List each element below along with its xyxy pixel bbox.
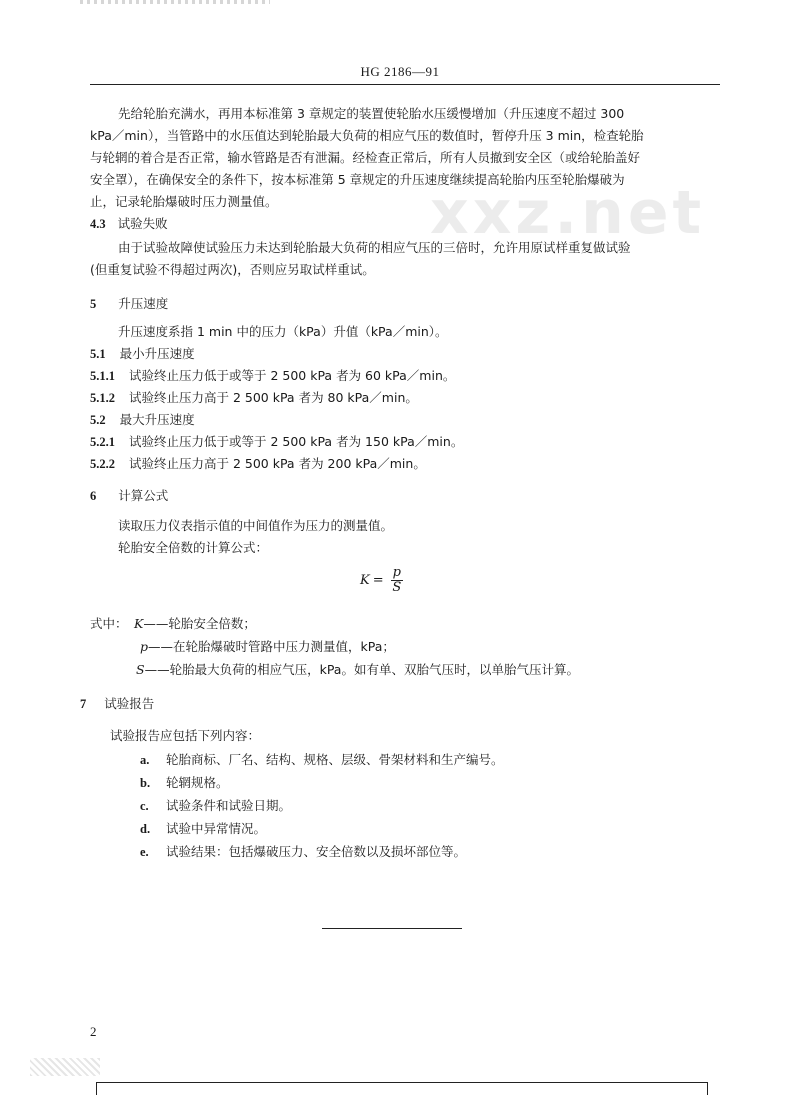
section-title: 试验失败 — [117, 216, 168, 231]
section-number: 5.1.2 — [90, 391, 115, 405]
section-5-2-heading — [90, 410, 195, 428]
report-item — [140, 750, 504, 768]
definition-text: ——轮胎安全倍数； — [143, 616, 256, 631]
where-label: 式中： — [90, 616, 128, 631]
intro-line-3: 与轮辋的着合是否正常，输水管路是否有泄漏。经检查正常后，所有人员撤到安全区（或给轮胎盖好 — [90, 150, 641, 165]
section-7-intro: 试验报告应包括下列内容： — [110, 728, 261, 743]
section-title: 试验报告 — [104, 696, 155, 711]
section-number: 5.2 — [90, 413, 106, 427]
definition-text: ——轮胎最大负荷的相应气压，kPa。如有单、双胎气压时，以单胎气压计算。 — [144, 662, 579, 677]
intro-line-4: 安全罩），在确保安全的条件下，按本标准第 5 章规定的升压速度继续提高轮胎内压至轮胎爆破为 — [90, 172, 625, 187]
definition-row — [140, 637, 395, 655]
item-text: 试验中异常情况。 — [166, 821, 267, 836]
section-title: 最大升压速度 — [119, 412, 195, 427]
page-header: HG 2186—91 — [360, 64, 440, 79]
definition-text: ——在轮胎爆破时管路中压力测量值，kPa； — [148, 639, 395, 654]
formula-equals: = — [372, 573, 384, 588]
report-item — [140, 796, 291, 814]
definition-symbol: p — [140, 639, 149, 654]
section-4-3-line-2: (但重复试验不得超过两次)，否则应另取试样重试。 — [90, 262, 375, 277]
definition-row — [134, 614, 256, 632]
report-item — [140, 819, 266, 837]
section-title: 计算公式 — [118, 488, 169, 503]
definition-symbol: K — [134, 616, 144, 631]
section-5-2-2 — [90, 454, 426, 472]
section-number: 5 — [90, 297, 97, 311]
item-label: b. — [140, 776, 151, 790]
item-label: e. — [140, 845, 149, 859]
formula-denominator: S — [392, 580, 402, 595]
section-text: 试验终止压力高于 2 500 kPa 者为 80 kPa／min。 — [128, 390, 418, 405]
header-rule — [90, 84, 720, 85]
section-number: 4.3 — [90, 217, 106, 231]
formula-fraction — [391, 566, 403, 595]
section-text: 试验终止压力高于 2 500 kPa 者为 200 kPa／min。 — [128, 456, 426, 471]
definition-row — [136, 660, 579, 678]
section-text: 试验终止压力低于或等于 2 500 kPa 者为 150 kPa／min。 — [128, 434, 464, 449]
section-5-intro: 升压速度系指 1 min 中的压力（kPa）升值（kPa／min）。 — [118, 324, 448, 339]
section-title: 最小升压速度 — [119, 346, 195, 361]
watermark: xxz.net — [430, 178, 706, 248]
section-4-3-heading — [90, 214, 168, 232]
section-5-1-heading — [90, 344, 195, 362]
section-text: 试验终止压力低于或等于 2 500 kPa 者为 60 kPa／min。 — [128, 368, 456, 383]
section-5-1-2 — [90, 388, 418, 406]
item-text: 轮胎商标、厂名、结构、规格、层级、骨架材料和生产编号。 — [166, 752, 504, 767]
section-6-line-1: 读取压力仪表指示值的中间值作为压力的测量值。 — [118, 518, 394, 533]
intro-line-5: 止，记录轮胎爆破时压力测量值。 — [90, 194, 278, 209]
section-number: 5.2.1 — [90, 435, 115, 449]
section-5-1-1 — [90, 366, 455, 384]
section-5-heading — [90, 294, 168, 312]
item-label: a. — [140, 753, 150, 767]
scan-frame-edge — [96, 1082, 708, 1095]
section-number: 5.1 — [90, 347, 106, 361]
section-6-heading — [90, 486, 168, 504]
section-number: 5.2.2 — [90, 457, 115, 471]
scan-artifact-top — [80, 0, 270, 4]
section-number: 5.1.1 — [90, 369, 115, 383]
end-of-document-rule — [322, 928, 462, 929]
section-number: 6 — [90, 489, 97, 503]
section-number: 7 — [80, 697, 87, 711]
intro-line-1: 先给轮胎充满水，再用本标准第 3 章规定的装置使轮胎水压缓慢增加（升压速度不超过 300 — [118, 106, 625, 121]
item-text: 轮辋规格。 — [166, 775, 229, 790]
section-7-heading — [80, 694, 154, 712]
section-6-line-2: 轮胎安全倍数的计算公式： — [118, 540, 269, 555]
page-number: 2 — [90, 1024, 97, 1039]
section-title: 升压速度 — [118, 296, 169, 311]
intro-line-2: kPa／min），当管路中的水压值达到轮胎最大负荷的相应气压的数值时，暂停升压 3 min，检查轮胎 — [90, 128, 644, 143]
item-label: d. — [140, 822, 151, 836]
item-label: c. — [140, 799, 149, 813]
item-text: 试验条件和试验日期。 — [166, 798, 292, 813]
scan-artifact-bottom — [30, 1058, 100, 1076]
definition-symbol: S — [136, 662, 145, 677]
safety-factor-formula — [360, 566, 403, 595]
report-item — [140, 773, 229, 791]
formula-numerator: p — [392, 565, 401, 580]
item-text: 试验结果：包括爆破压力、安全倍数以及损坏部位等。 — [166, 844, 467, 859]
section-4-3-line-1: 由于试验故障使试验压力未达到轮胎最大负荷的相应气压的三倍时，允许用原试样重复做试验 — [118, 240, 631, 255]
section-5-2-1 — [90, 432, 463, 450]
report-item — [140, 842, 466, 860]
formula-lhs: K — [360, 573, 370, 588]
